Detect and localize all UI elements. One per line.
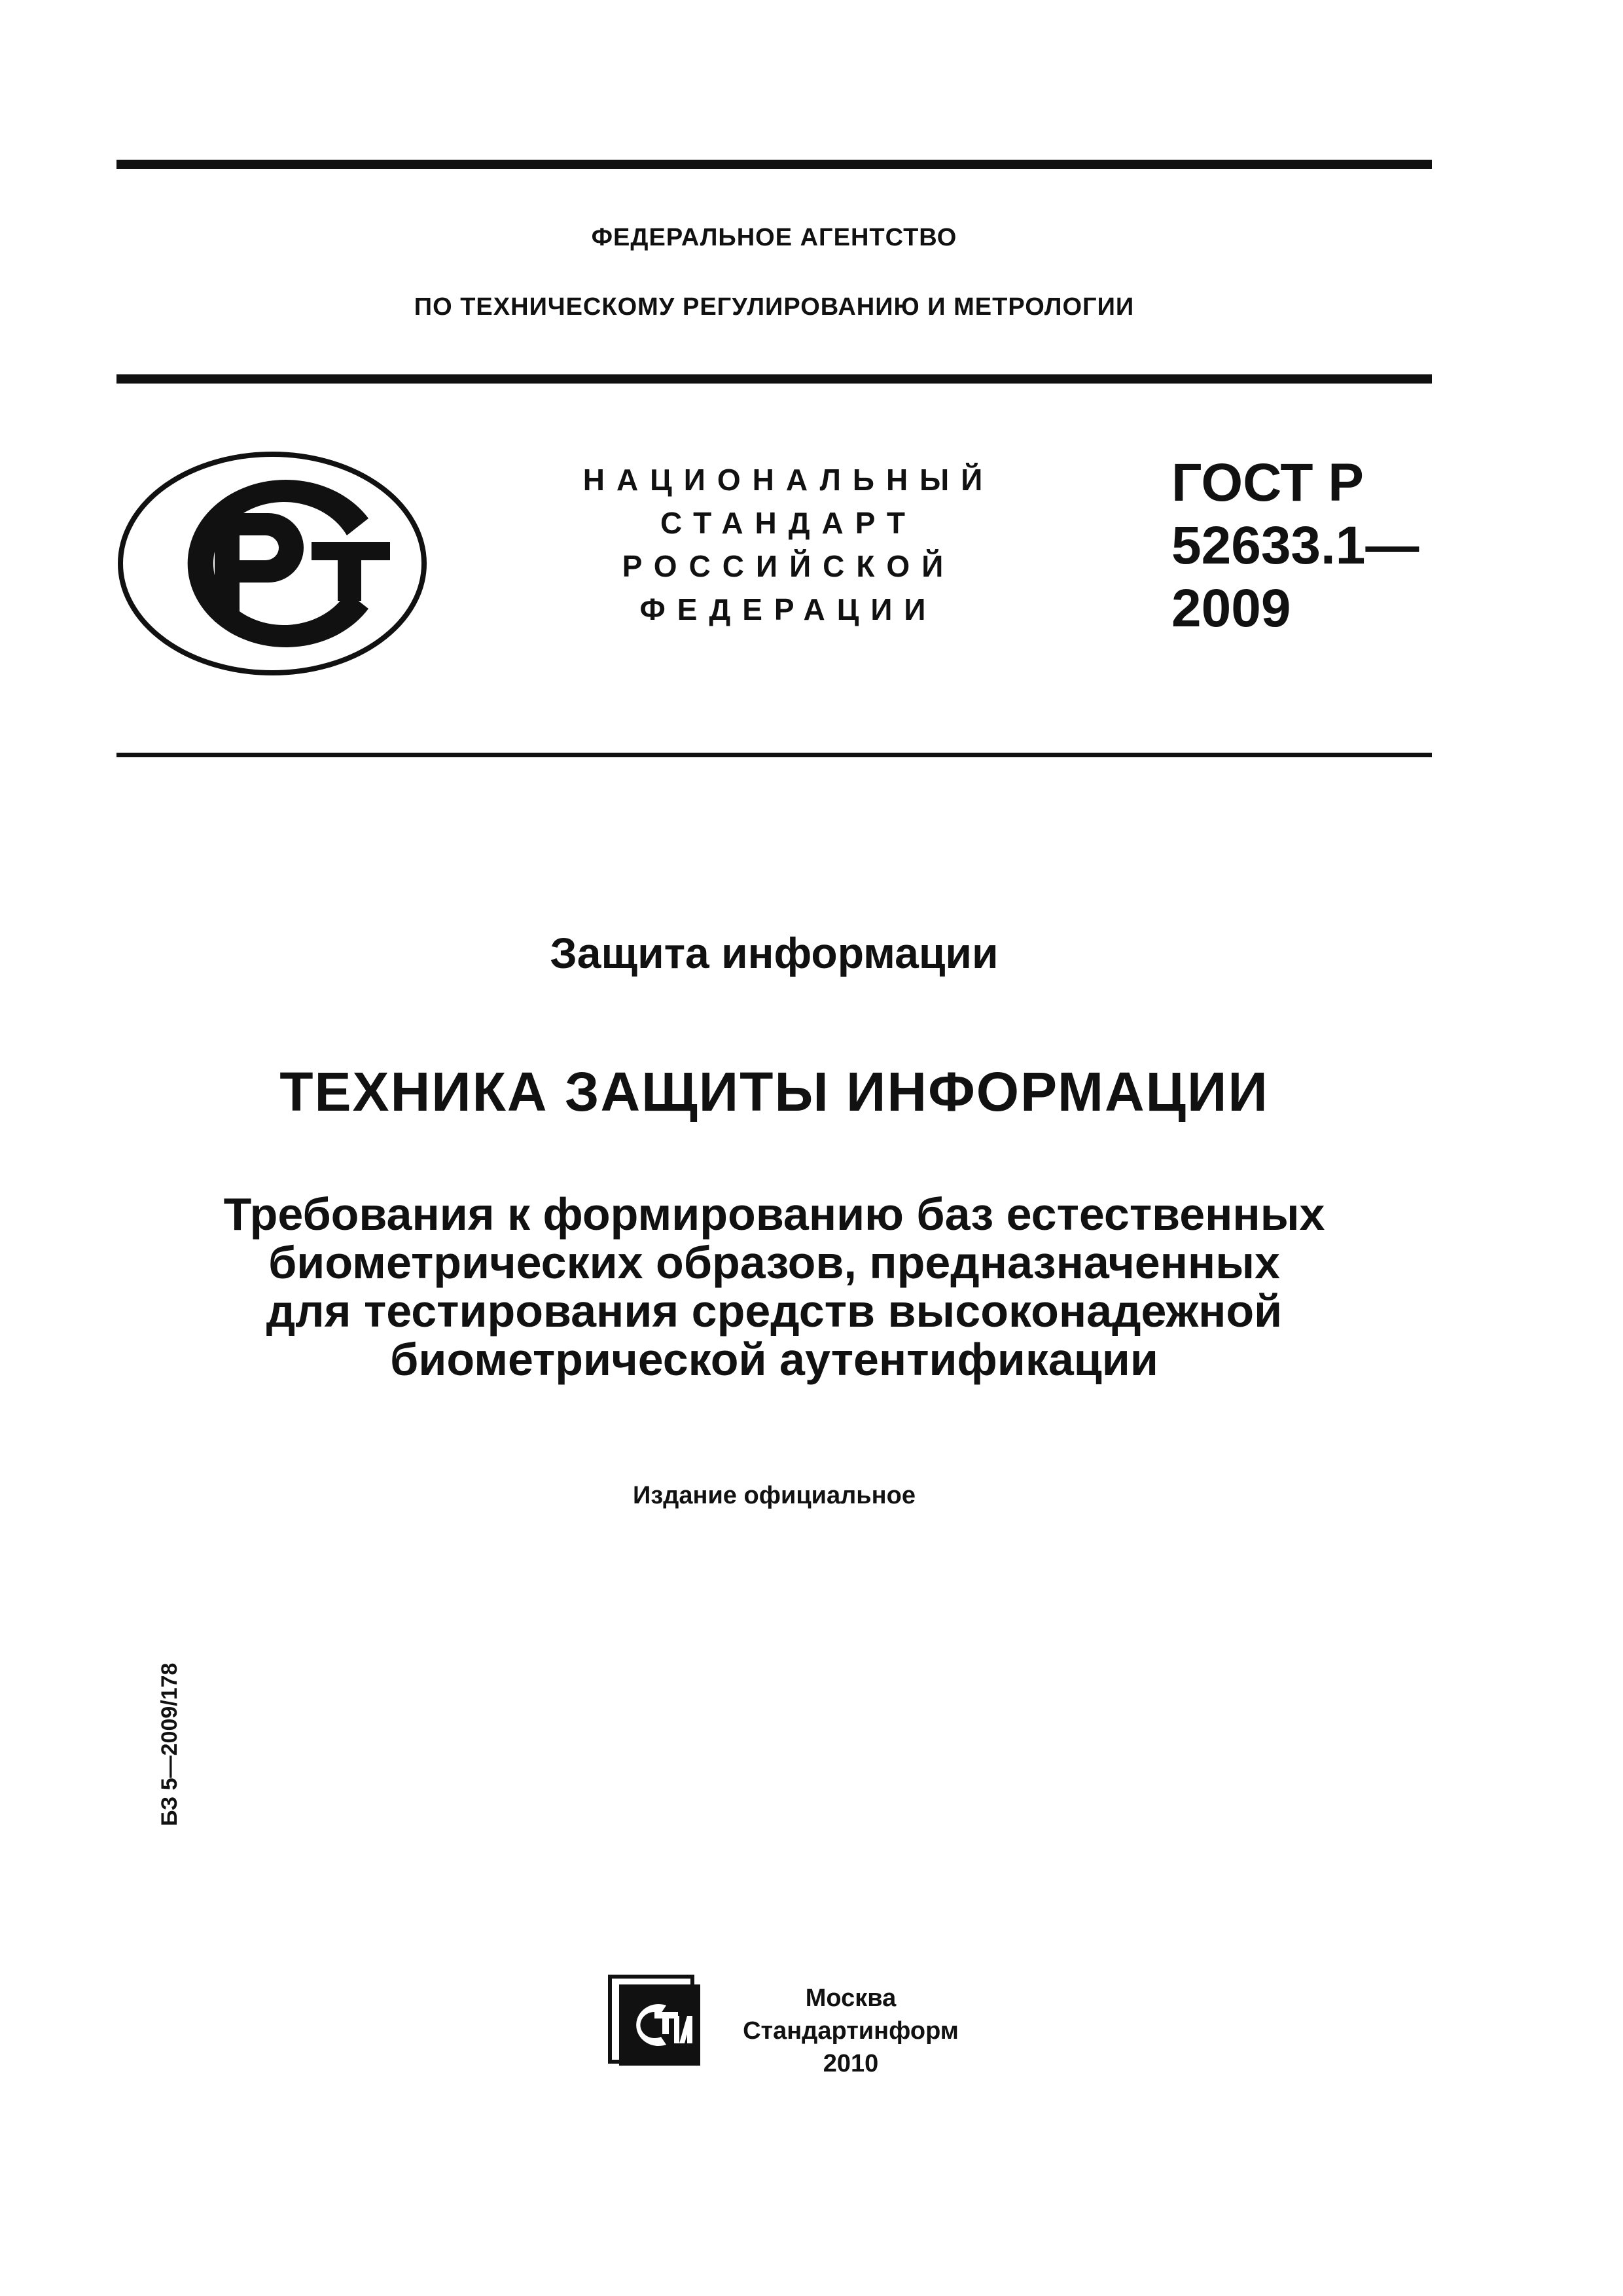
standartinform-logo-icon	[606, 1973, 704, 2070]
top-rule	[116, 160, 1432, 169]
publisher-block	[720, 1982, 982, 2080]
subtitle-line: для тестирования средств высоконадежной	[266, 1285, 1283, 1336]
publisher-year: 2010	[823, 2050, 879, 2077]
edition-label: Издание официальное	[633, 1482, 916, 1509]
subtitle-line: биометрических образов, предназначенных	[268, 1237, 1280, 1288]
side-code-label: БЗ 5—2009/178	[157, 1662, 182, 1826]
publisher-name: Стандартинформ	[743, 2017, 959, 2045]
subtitle-line: биометрической аутентификации	[390, 1334, 1158, 1385]
subtitle-line: Требования к формированию баз естественных	[223, 1189, 1325, 1240]
gost-r-mark-icon	[116, 450, 428, 677]
designation-line-3: 2009	[1171, 579, 1291, 638]
national-standard-line: ФЕДЕРАЦИИ	[639, 592, 938, 626]
national-standard-line: РОССИЙСКОЙ	[622, 549, 955, 583]
designation-line-1: ГОСТ Р	[1171, 453, 1364, 512]
document-subject: Защита информации	[550, 929, 999, 977]
publisher-city: Москва	[805, 1984, 897, 2012]
middle-rule	[116, 374, 1432, 384]
agency-line-1: ФЕДЕРАЛЬНОЕ АГЕНТСТВО	[591, 224, 957, 251]
national-standard-line: НАЦИОНАЛЬНЫЙ	[582, 463, 995, 497]
national-standard-label	[563, 458, 1014, 631]
standard-designation	[1171, 452, 1419, 640]
national-standard-line: СТАНДАРТ	[660, 506, 917, 540]
designation-line-2: 52633.1—	[1171, 516, 1419, 575]
agency-line-2: ПО ТЕХНИЧЕСКОМУ РЕГУЛИРОВАНИЮ И МЕТРОЛОГИИ	[414, 293, 1135, 321]
document-subtitle	[116, 1190, 1432, 1384]
lower-rule	[116, 753, 1432, 757]
document-main-title: ТЕХНИКА ЗАЩИТЫ ИНФОРМАЦИИ	[279, 1061, 1269, 1122]
